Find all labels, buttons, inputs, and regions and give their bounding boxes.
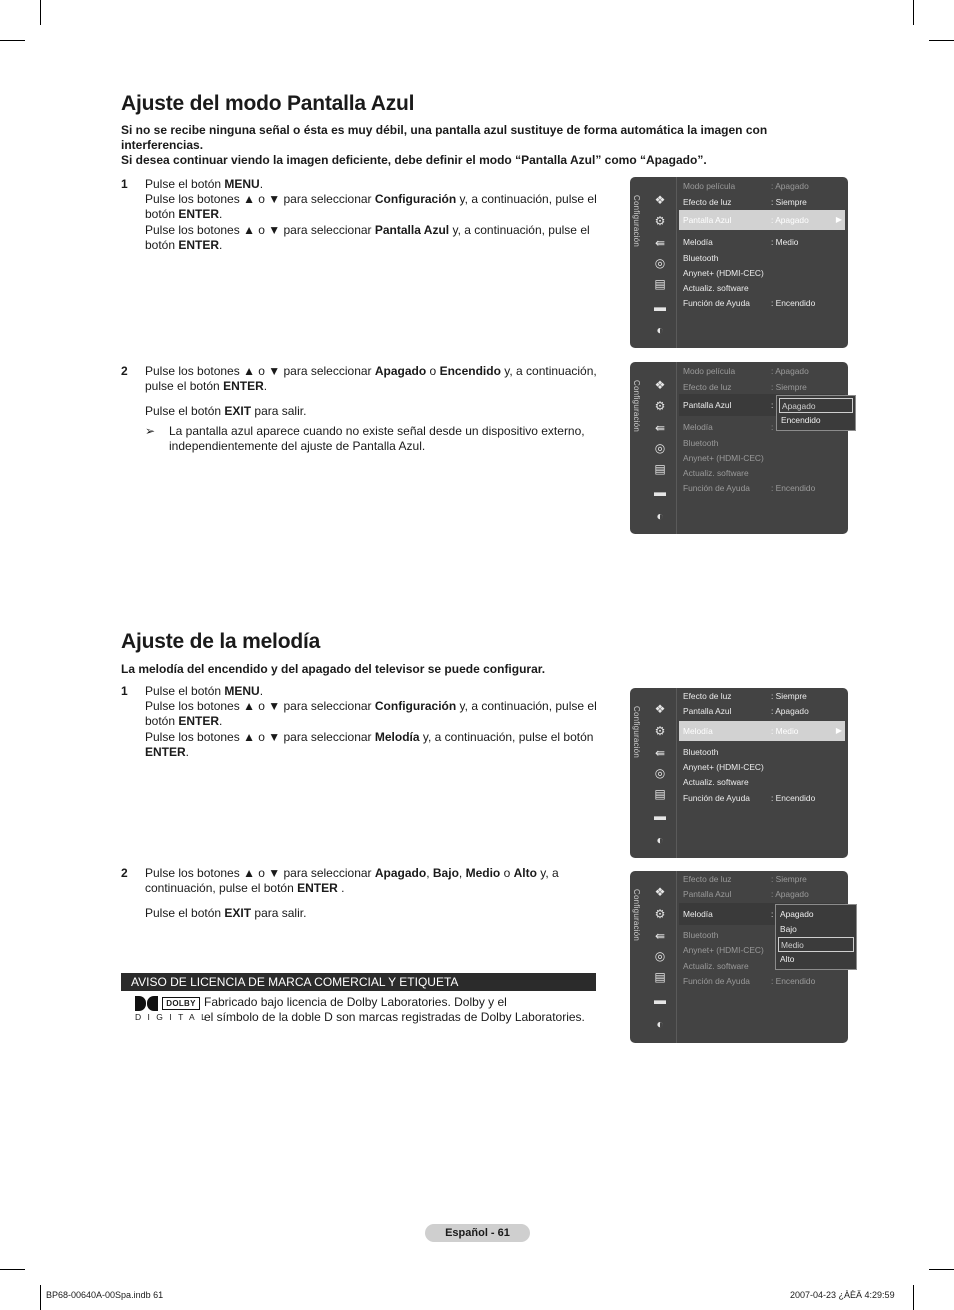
osd-row-active[interactable]: Melodía : bbox=[679, 903, 845, 925]
picture-icon: ❖ bbox=[654, 378, 666, 392]
osd-row[interactable]: Actualiz. software bbox=[683, 777, 749, 787]
section-title-melody: Ajuste de la melodía bbox=[121, 630, 321, 653]
osd-sidebar: Configuración ❖ ⚙ ⇚ ◎ ▤ ▬ ◐ bbox=[630, 177, 677, 348]
picture-icon: ❖ bbox=[654, 193, 666, 207]
osd-row[interactable]: Anynet+ (HDMI-CEC) bbox=[683, 453, 764, 463]
picture-icon: ❖ bbox=[654, 885, 666, 899]
channel-icon: ⇚ bbox=[654, 236, 666, 250]
osd-row[interactable]: Función de Ayuda : Encendido bbox=[683, 483, 816, 493]
section-intro: Si no se recibe ninguna señal o ésta es muy débil, una pantalla azul sustituye de forma automática la imagen con interferencias. Si desea continuar viendo la imagen deficiente, debe definir el modo “Pantalla Azul” como “Apagado”. bbox=[121, 123, 768, 167]
license-heading: AVISO DE LICENCIA DE MARCA COMERCIAL Y ETIQUETA bbox=[121, 973, 596, 991]
dolby-digital-logo: DOLBY DIGITAL bbox=[135, 996, 201, 1021]
support-icon: ◐ bbox=[656, 509, 664, 523]
osd-sidebar: Configuración ❖ ⚙ ⇚ ◎ ▤ ▬ ◐ bbox=[630, 688, 677, 858]
osd-row[interactable]: Melodía : Medio bbox=[683, 237, 799, 247]
osd-row[interactable]: Función de Ayuda : Encendido bbox=[683, 298, 816, 308]
sound-icon: ◎ bbox=[654, 949, 666, 963]
picture-icon: ❖ bbox=[654, 702, 666, 716]
osd-menu-blue-screen-2 bbox=[630, 362, 848, 534]
support-icon: ◐ bbox=[656, 833, 664, 847]
crop-mark bbox=[913, 1285, 914, 1310]
footer-file: BP68-00640A-00Spa.indb 61 bbox=[46, 1290, 164, 1300]
crop-mark bbox=[929, 1269, 954, 1270]
osd-row[interactable]: Modo película : Apagado bbox=[683, 181, 809, 191]
setup-gear-icon: ⚙ bbox=[654, 724, 666, 738]
osd-row[interactable]: Función de Ayuda : Encendido bbox=[683, 976, 816, 986]
dropdown-option[interactable]: Bajo bbox=[780, 924, 797, 934]
osd-row[interactable]: Función de Ayuda : Encendido bbox=[683, 793, 816, 803]
dropdown-option[interactable]: Encendido bbox=[781, 415, 821, 425]
setup-gear-icon: ⚙ bbox=[654, 399, 666, 413]
section-title-blue-screen: Ajuste del modo Pantalla Azul bbox=[121, 92, 415, 115]
double-d-icon bbox=[135, 996, 159, 1011]
osd-row[interactable]: Efecto de luz : Siempre bbox=[683, 691, 807, 701]
channel-icon: ⇚ bbox=[654, 421, 666, 435]
input-icon: ▤ bbox=[654, 787, 666, 801]
osd-row[interactable]: Pantalla Azul : Apagado bbox=[683, 889, 809, 899]
application-icon: ▬ bbox=[654, 993, 666, 1007]
osd-menu-melody-2 bbox=[630, 871, 848, 1043]
section-intro: La melodía del encendido y del apagado del televisor se puede configurar. bbox=[121, 662, 546, 676]
page-number: Español - 61 bbox=[425, 1224, 530, 1242]
osd-row[interactable]: Melodía : bbox=[683, 422, 774, 432]
crop-mark bbox=[0, 40, 25, 41]
osd-menu-melody-1 bbox=[630, 688, 848, 858]
osd-dropdown bbox=[775, 904, 857, 970]
dropdown-option[interactable]: Alto bbox=[780, 954, 795, 964]
osd-row[interactable]: Efecto de luz : Siempre bbox=[683, 197, 807, 207]
application-icon: ▬ bbox=[654, 809, 666, 823]
dropdown-option-selected[interactable]: Apagado bbox=[779, 398, 853, 413]
osd-row-selected[interactable]: Melodía : Medio ▶ bbox=[679, 721, 845, 741]
osd-row[interactable]: Efecto de luz : Siempre bbox=[683, 874, 807, 884]
step-2: 2 Pulse los botones ▲ o ▼ para seleccionar Apagado, Bajo, Medio o Alto y, a continuación, pulse el botón ENTER . Pulse el botón EXIT para salir. bbox=[121, 866, 559, 921]
crop-mark bbox=[929, 40, 954, 41]
sound-icon: ◎ bbox=[654, 766, 666, 780]
application-icon: ▬ bbox=[654, 485, 666, 499]
osd-row[interactable]: Anynet+ (HDMI-CEC) bbox=[683, 268, 764, 278]
note-arrow-icon: ➢ bbox=[145, 423, 156, 438]
support-icon: ◐ bbox=[656, 1017, 664, 1031]
dropdown-option-selected[interactable]: Medio bbox=[778, 937, 854, 952]
osd-row[interactable]: Bluetooth bbox=[683, 253, 719, 263]
osd-row[interactable]: Bluetooth bbox=[683, 930, 719, 940]
application-icon: ▬ bbox=[654, 300, 666, 314]
crop-mark bbox=[913, 0, 914, 25]
setup-gear-icon: ⚙ bbox=[654, 214, 666, 228]
setup-gear-icon: ⚙ bbox=[654, 907, 666, 921]
osd-row[interactable]: Efecto de luz : Siempre bbox=[683, 382, 807, 392]
sound-icon: ◎ bbox=[654, 441, 666, 455]
arrow-right-icon: ▶ bbox=[835, 215, 842, 224]
sound-icon: ◎ bbox=[654, 256, 666, 270]
license-text: Fabricado bajo licencia de Dolby Laboratories. Dolby y el el símbolo de la doble D son marcas registradas de Dolby Laboratories. bbox=[204, 995, 585, 1024]
osd-row[interactable]: Anynet+ (HDMI-CEC) bbox=[683, 762, 764, 772]
channel-icon: ⇚ bbox=[654, 746, 666, 760]
input-icon: ▤ bbox=[654, 970, 666, 984]
osd-row[interactable]: Actualiz. software bbox=[683, 468, 749, 478]
step-1: 1 Pulse el botón MENU. Pulse los botones ▲ o ▼ para seleccionar Configuración y, a continuación, pulse el botón ENTER. Pulse los botones ▲ o ▼ para seleccionar Pantalla Azul y, a continuación, pulse el botón ENTER. bbox=[121, 177, 597, 252]
channel-icon: ⇚ bbox=[654, 929, 666, 943]
step-2: 2 Pulse los botones ▲ o ▼ para seleccionar Apagado o Encendido y, a continuación, pulse el botón ENTER. Pulse el botón EXIT para salir. ➢ La pantalla azul aparece cuando no existe señal desde un dispositivo externo, independientemente del ajuste de Pantalla Azul. bbox=[121, 364, 611, 454]
osd-row[interactable]: Bluetooth bbox=[683, 747, 719, 757]
osd-row[interactable]: Pantalla Azul : Apagado bbox=[683, 706, 809, 716]
osd-row-selected[interactable]: Pantalla Azul : Apagado ▶ bbox=[679, 210, 845, 230]
osd-menu-blue-screen-1 bbox=[630, 177, 848, 348]
dropdown-option[interactable]: Apagado bbox=[780, 909, 814, 919]
crop-mark bbox=[40, 0, 41, 25]
input-icon: ▤ bbox=[654, 462, 666, 476]
osd-row[interactable]: Anynet+ (HDMI-CEC) bbox=[683, 945, 764, 955]
input-icon: ▤ bbox=[654, 277, 666, 291]
osd-row[interactable]: Bluetooth bbox=[683, 438, 719, 448]
step-1: 1 Pulse el botón MENU. Pulse los botones ▲ o ▼ para seleccionar Configuración y, a continuación, pulse el botón ENTER. Pulse los botones ▲ o ▼ para seleccionar Melodía y, a continuación, pulse el botón ENTER. bbox=[121, 684, 597, 759]
osd-row[interactable]: Modo película : Apagado bbox=[683, 366, 809, 376]
osd-dropdown bbox=[776, 395, 856, 431]
osd-sidebar: Configuración ❖ ⚙ ⇚ ◎ ▤ ▬ ◐ bbox=[630, 362, 677, 534]
support-icon: ◐ bbox=[656, 323, 664, 337]
arrow-right-icon: ▶ bbox=[835, 726, 842, 735]
note: ➢ La pantalla azul aparece cuando no existe señal desde un dispositivo externo, independientemente del ajuste de Pantalla Azul. bbox=[145, 423, 585, 453]
footer-date: 2007-04-23 ¿ÀÈÄ 4:29:59 bbox=[790, 1290, 895, 1300]
osd-row[interactable]: Actualiz. software bbox=[683, 961, 749, 971]
osd-sidebar: Configuración ❖ ⚙ ⇚ ◎ ▤ ▬ ◐ bbox=[630, 871, 677, 1043]
osd-row[interactable]: Actualiz. software bbox=[683, 283, 749, 293]
crop-mark bbox=[40, 1285, 41, 1310]
osd-row-active[interactable]: Pantalla Azul : bbox=[679, 394, 845, 416]
crop-mark bbox=[0, 1269, 25, 1270]
